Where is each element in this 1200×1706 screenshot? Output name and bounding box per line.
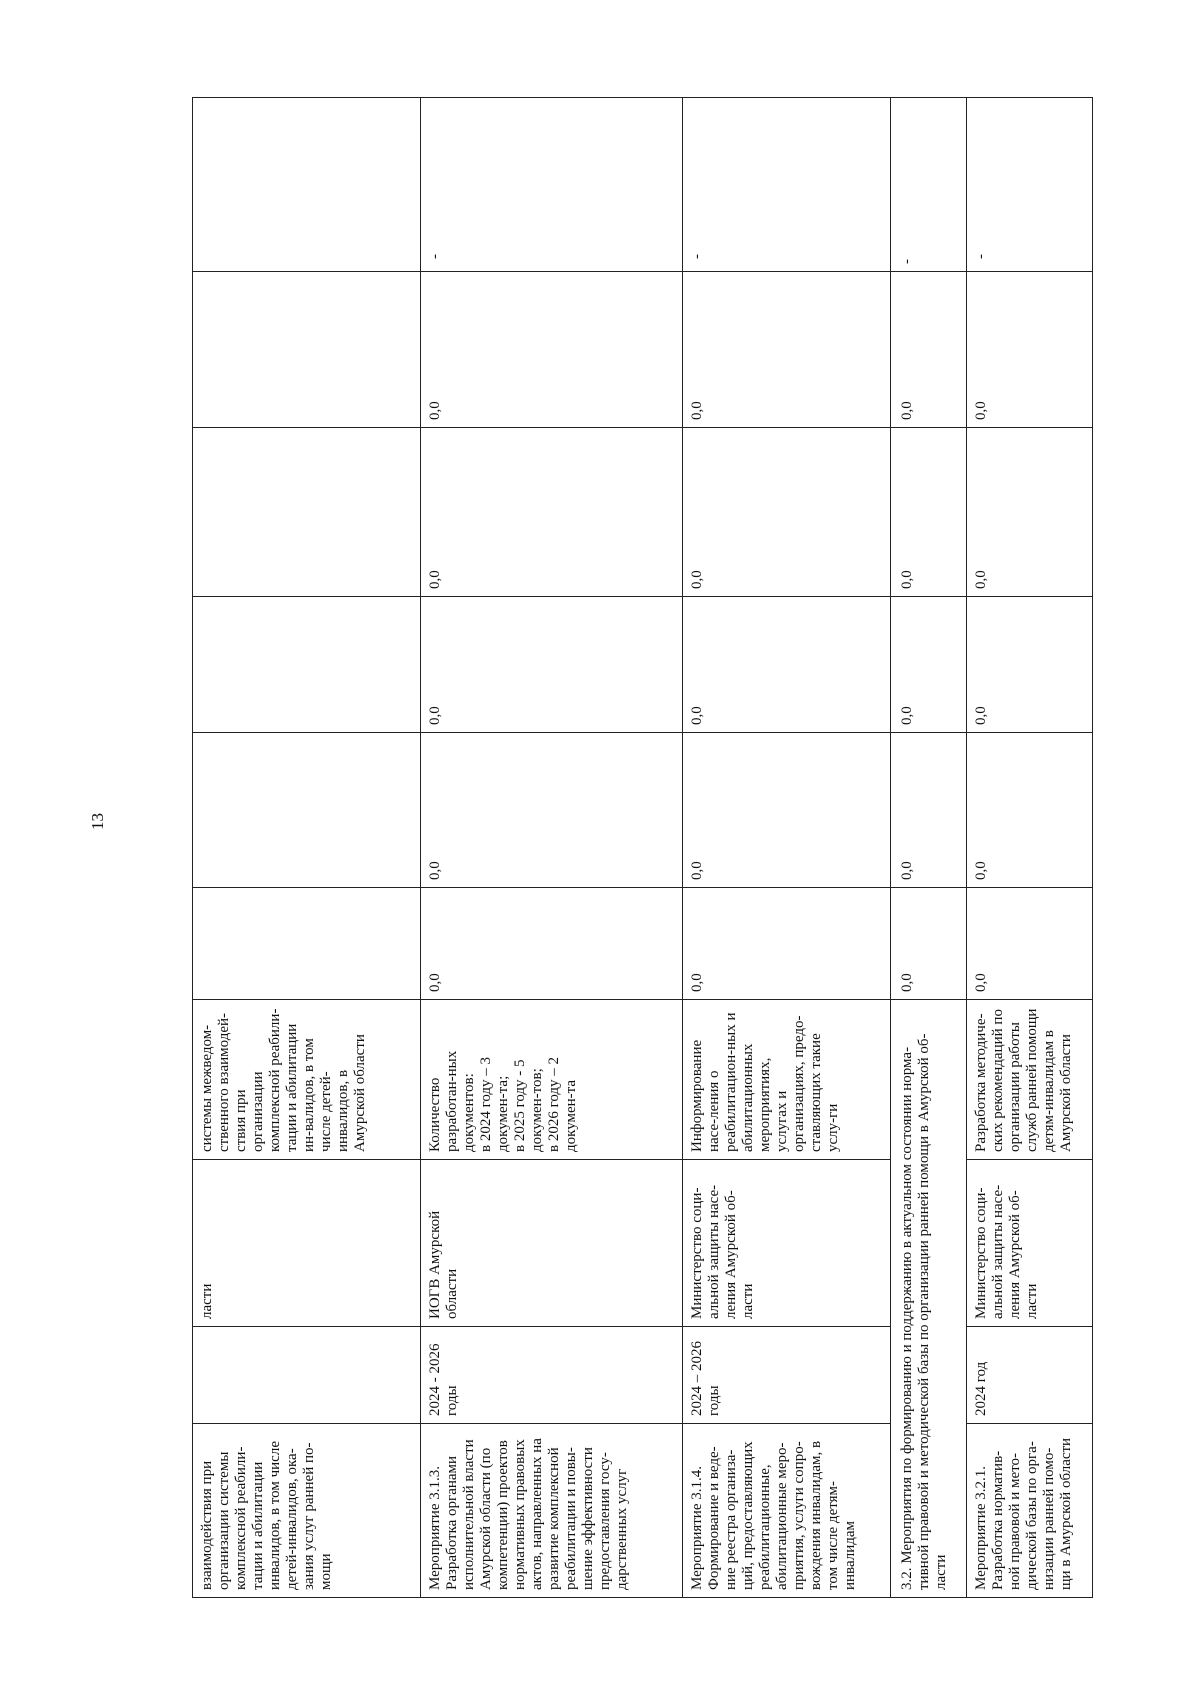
- value-cell: 0,0: [683, 597, 891, 733]
- table-row: [683, 98, 891, 1598]
- value-cell: 0,0: [421, 428, 683, 597]
- value-cell: [193, 272, 421, 428]
- measures-table: [192, 97, 1093, 1598]
- value-cell: 0,0: [891, 597, 967, 733]
- value-cell: [193, 888, 421, 1000]
- value-cell: 0,0: [891, 733, 967, 888]
- section-title: 3.2. Мероприятия по формированию и поддержанию в актуальном состоянии норма-тивной правовой и методической базы по организации ранней помощи в Амурской об-ласти: [891, 1000, 967, 1598]
- executor-cell: ИОГВ Амурской области: [421, 1160, 683, 1327]
- period-cell: 2024 год: [967, 1327, 1093, 1424]
- table-row: [421, 98, 683, 1598]
- value-cell: [193, 733, 421, 888]
- value-cell: 0,0: [683, 733, 891, 888]
- executor-cell: Министерство соци-альной защиты насе-ления Амурской об-ласти: [967, 1160, 1093, 1327]
- result-cell: Разработка методиче-ских рекомендаций по организации работы служб ранней помощи детям-инвалидам в Амурской области: [967, 1000, 1093, 1160]
- executor-cell: ласти: [193, 1160, 421, 1327]
- table-row: [967, 98, 1093, 1598]
- period-cell: 2024 – 2026 годы: [683, 1327, 891, 1424]
- measure-cell: Мероприятие 3.2.1. Разработка норматив-ной правовой и мето-дической базы по орга-низации ранней помо-щи в Амурской области: [967, 1424, 1093, 1598]
- value-cell: 0,0: [891, 888, 967, 1000]
- value-cell: [193, 428, 421, 597]
- value-cell: [193, 98, 421, 272]
- value-cell: -: [683, 98, 891, 272]
- value-cell: 0,0: [967, 428, 1093, 597]
- executor-cell: Министерство соци-альной защиты насе-ления Амурской об-ласти: [683, 1160, 891, 1327]
- result-cell: Количество разработан-ных документов: в 2024 году – 3 докумен-та; в 2025 году - 5 докумен-тов; в 2026 году – 2 докумен-та: [421, 1000, 683, 1160]
- measure-cell: взаимодействия при организации системы комплексной реабили-тации и абилитации инвалидов, в том числе детей-инвалидов, ока-зания услуг ранней по-мощи: [193, 1424, 421, 1598]
- section-row: [891, 98, 967, 1598]
- value-cell: 0,0: [683, 428, 891, 597]
- value-cell: 0,0: [891, 428, 967, 597]
- document-sheet: [192, 98, 1092, 1598]
- measure-cell: Мероприятие 3.1.3. Разработка органами исполнительной власти Амурской области (по компетенции) проектов нормативных правовых актов, направленных на развитие комплексной реабилитации и повы-шение эффективности предоставления госу-дарственных услуг: [421, 1424, 683, 1598]
- value-cell: 0,0: [891, 272, 967, 428]
- value-cell: -: [891, 98, 967, 272]
- value-cell: -: [421, 98, 683, 272]
- value-cell: 0,0: [967, 597, 1093, 733]
- value-cell: 0,0: [421, 597, 683, 733]
- value-cell: 0,0: [967, 272, 1093, 428]
- value-cell: 0,0: [421, 272, 683, 428]
- measure-cell: Мероприятие 3.1.4. Формирование и веде-ние реестра организа-ций, предоставляющих реабилитационные, абилитационные меро-приятия, услуги сопро-вождения инвалидам, в том числе детям-инвалидам: [683, 1424, 891, 1598]
- value-cell: 0,0: [967, 733, 1093, 888]
- value-cell: 0,0: [967, 888, 1093, 1000]
- value-cell: 0,0: [421, 733, 683, 888]
- result-cell: системы межведом-ственного взаимодей-ствия при организации комплексной реабили-тации и абилитации ин-валидов, в том числе детей-инвалидов, в Амурской области: [193, 1000, 421, 1160]
- value-cell: 0,0: [421, 888, 683, 1000]
- value-cell: 0,0: [683, 272, 891, 428]
- period-cell: 2024 - 2026 годы: [421, 1327, 683, 1424]
- period-cell: [193, 1327, 421, 1424]
- result-cell: Информирование насе-ления о реабилитацион-ных и абилитационных мероприятиях, услугах и организациях, предо-ставляющих такие услу-ги: [683, 1000, 891, 1160]
- table-row: [193, 98, 421, 1598]
- page-number: 13: [88, 813, 107, 830]
- value-cell: [193, 597, 421, 733]
- value-cell: -: [967, 98, 1093, 272]
- value-cell: 0,0: [683, 888, 891, 1000]
